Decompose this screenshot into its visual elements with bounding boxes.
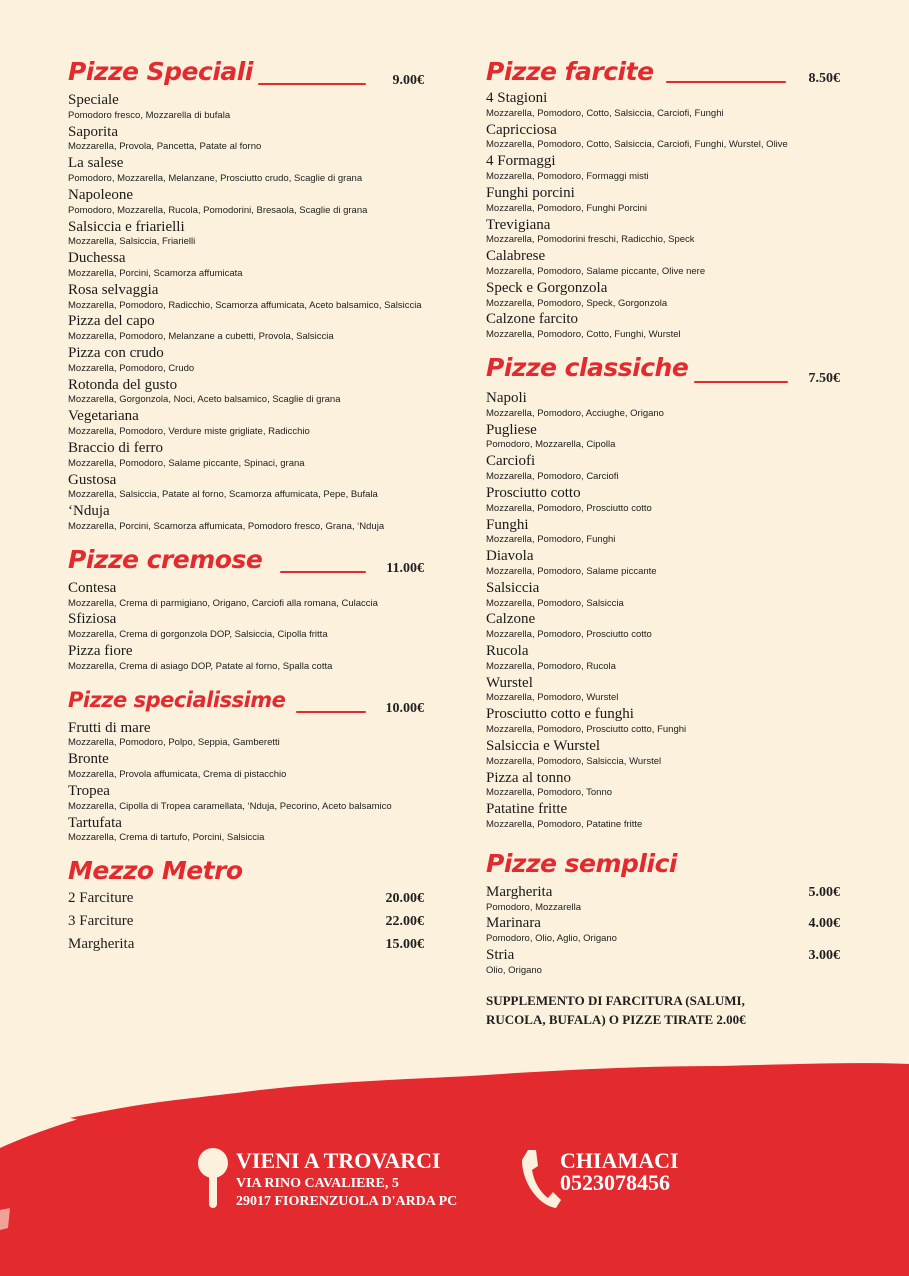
item-name-row <box>486 739 840 755</box>
section-header <box>486 55 840 91</box>
item-name-row <box>68 644 424 660</box>
call-title: CHIAMACI <box>560 1148 679 1173</box>
item-description: Mozzarella, Pomodoro, Salsiccia, Wurstel <box>486 755 662 767</box>
item-description: Mozzarella, Pomodoro, Rucola <box>486 660 616 672</box>
menu-item <box>68 612 424 641</box>
menu-item <box>486 391 840 420</box>
section-title: Pizze cremose <box>68 544 263 574</box>
item-name: Pugliese <box>486 421 537 438</box>
menu-item <box>486 771 840 800</box>
menu-item <box>486 91 840 120</box>
menu-item <box>486 676 840 705</box>
pin-icon-wrap <box>196 1148 230 1215</box>
item-description: Mozzarella, Pomodoro, Salsiccia <box>486 597 624 609</box>
item-list <box>68 93 424 533</box>
item-name-row <box>68 504 424 520</box>
item-name: Prosciutto cotto <box>486 484 581 501</box>
item-name-row <box>68 612 424 628</box>
menu-item <box>68 409 424 438</box>
section-price: 10.00€ <box>385 700 424 716</box>
item-name: 2 Farciture <box>68 890 134 907</box>
item-name-row <box>486 312 840 328</box>
section-pizze-speciali <box>68 55 424 533</box>
item-name-row <box>68 752 424 768</box>
item-name: Salsiccia e friarielli <box>68 218 185 235</box>
item-list <box>68 721 424 845</box>
menu-item <box>486 186 840 215</box>
item-description: Pomodoro, Mozzarella, Rucola, Pomodorini, Bresaola, Scaglie di grana <box>68 204 368 216</box>
item-name-row <box>486 612 840 628</box>
item-name: Napoleone <box>68 186 133 203</box>
item-name: Speciale <box>68 92 119 108</box>
item-name: Gustosa <box>68 471 117 488</box>
item-name: Salsiccia <box>486 579 540 596</box>
phone-icon-wrap[interactable] <box>518 1146 562 1215</box>
item-name: Braccio di ferro <box>68 439 163 456</box>
item-name-row <box>68 816 424 832</box>
supplement-note: SUPPLEMENTO DI FARCITURA (SALUMI, RUCOLA, BUFALA) O PIZZE TIRATE 2.00€ <box>486 992 746 1028</box>
menu-item <box>486 281 840 310</box>
item-name: 4 Stagioni <box>486 90 548 106</box>
section-pizze-farcite <box>486 55 840 341</box>
section-title: Mezzo Metro <box>68 856 243 886</box>
item-name-row <box>486 486 840 502</box>
menu-item <box>68 644 424 673</box>
item-description: Mozzarella, Pomodoro, Radicchio, Scamorza affumicata, Aceto balsamico, Salsiccia <box>68 299 422 311</box>
item-name-row <box>68 346 424 362</box>
section-header <box>486 351 840 391</box>
item-list <box>68 581 424 673</box>
item-name: Duchessa <box>68 250 126 267</box>
item-description: Mozzarella, Pomodoro, Funghi <box>486 534 616 546</box>
menu-item <box>486 423 840 452</box>
item-name: Frutti di mare <box>68 719 151 736</box>
menu-item <box>486 454 840 483</box>
item-price: 4.00€ <box>808 916 840 932</box>
call-block <box>560 1150 679 1194</box>
section-title: Pizze Speciali <box>68 57 253 86</box>
decorative-underline <box>280 571 366 573</box>
menu-item <box>486 486 840 515</box>
item-name: Funghi <box>486 516 529 533</box>
item-description: Mozzarella, Pomodoro, Salame piccante, Olive nere <box>486 265 706 277</box>
item-name-row <box>486 281 840 297</box>
item-name: Patatine fritte <box>486 801 568 818</box>
item-name: Salsiccia e Wurstel <box>486 737 601 754</box>
item-description: Mozzarella, Pomodoro, Cotto, Salsiccia, Carciofi, Funghi <box>486 107 724 119</box>
item-description: Mozzarella, Salsiccia, Friarielli <box>68 236 196 248</box>
item-description: Mozzarella, Pomodoro, Wurstel <box>486 692 619 704</box>
item-price: 3.00€ <box>808 948 840 963</box>
menu-item <box>68 816 424 845</box>
menu-item <box>486 123 840 152</box>
section-header <box>486 847 840 885</box>
item-price: 5.00€ <box>808 884 840 900</box>
section-title: Pizze farcite <box>486 57 654 86</box>
item-name: Sfiziosa <box>68 611 117 628</box>
item-name: Trevigiana <box>486 216 551 233</box>
item-description: Mozzarella, Pomodoro, Speck, Gorgonzola <box>486 297 668 309</box>
section-header <box>68 683 424 721</box>
item-name-row <box>486 391 840 407</box>
item-name: Rotonda del gusto <box>68 376 178 393</box>
map-pin-icon <box>196 1148 230 1210</box>
item-name-row <box>486 123 840 139</box>
menu-item <box>486 154 840 183</box>
item-name: Contesa <box>68 579 117 596</box>
list-item <box>68 936 424 953</box>
item-description: Mozzarella, Pomodoro, Patatine fritte <box>486 818 643 830</box>
item-description: Mozzarella, Pomodoro, Salame piccante <box>486 565 657 577</box>
item-name: La salese <box>68 155 124 172</box>
item-name-row <box>486 518 840 534</box>
item-description: Mozzarella, Cipolla di Tropea caramellata, ‘Nduja, Pecorino, Aceto balsamico <box>68 800 392 812</box>
item-name-row <box>68 784 424 800</box>
item-description: Olio, Origano <box>486 964 542 976</box>
item-name: 3 Farciture <box>68 913 134 930</box>
item-name: Rucola <box>486 643 529 659</box>
item-price: 22.00€ <box>385 914 424 930</box>
left-column <box>68 55 424 963</box>
item-description: Mozzarella, Pomodoro, Crudo <box>68 362 195 374</box>
menu-item <box>68 581 424 610</box>
item-description: Mozzarella, Pomodoro, Salame piccante, Spinaci, grana <box>68 457 305 469</box>
visit-title: VIENI A TROVARCI <box>236 1148 441 1173</box>
item-description: Mozzarella, Salsiccia, Patate al forno, Scamorza affumicata, Pepe, Bufala <box>68 489 378 501</box>
item-name-row <box>486 707 840 723</box>
menu-item <box>486 549 840 578</box>
item-description: Mozzarella, Crema di asiago DOP, Patate al forno, Spalla cotta <box>68 660 333 672</box>
item-name: Tartufata <box>68 814 122 831</box>
item-name-row <box>486 186 840 202</box>
item-name-row <box>486 885 840 901</box>
item-name-row <box>68 93 424 109</box>
address-line-2: 29017 FIORENZUOLA D'ARDA PC <box>236 1194 458 1210</box>
item-name: Margherita <box>68 936 135 953</box>
section-pizze-specialissime <box>68 683 424 845</box>
item-name: Tropea <box>68 782 110 799</box>
item-description: Mozzarella, Provola affumicata, Crema di pistacchio <box>68 769 287 780</box>
mezzo-metro-list <box>68 890 424 953</box>
menu-item <box>68 784 424 813</box>
section-title: Pizze semplici <box>486 848 677 878</box>
item-description: Mozzarella, Provola, Pancetta, Patate al forno <box>68 141 262 153</box>
item-description: Mozzarella, Pomodoro, Cotto, Salsiccia, Carciofi, Funghi, Wurstel, Olive <box>486 139 788 151</box>
item-name-row <box>68 441 424 457</box>
item-name-row <box>486 549 840 565</box>
item-name-row <box>486 91 840 107</box>
item-list <box>486 91 840 341</box>
item-name: Carciofi <box>486 453 536 470</box>
menu-item <box>486 249 840 278</box>
menu-item <box>486 948 840 977</box>
phone-number[interactable]: 0523078456 <box>560 1170 670 1195</box>
item-name: Stria <box>486 947 515 963</box>
item-name-row <box>68 409 424 425</box>
item-name-row <box>486 154 840 170</box>
list-item <box>68 913 424 930</box>
item-list <box>486 885 840 977</box>
item-description: Mozzarella, Pomodoro, Prosciutto cotto <box>486 629 652 641</box>
item-name: Capricciosa <box>486 121 557 138</box>
item-name: Pizza del capo <box>68 313 155 330</box>
menu-item <box>486 885 840 914</box>
item-description: Mozzarella, Pomodoro, Prosciutto cotto <box>486 502 652 514</box>
item-name-row <box>486 581 840 597</box>
item-name: Calzone farcito <box>486 311 579 328</box>
item-name: Marinara <box>486 915 541 932</box>
menu-item <box>68 188 424 217</box>
menu-item <box>486 612 840 641</box>
item-name: Pizza con crudo <box>68 345 164 361</box>
item-name-row <box>486 948 840 964</box>
item-price: 15.00€ <box>385 937 424 953</box>
item-name: Bronte <box>68 751 109 768</box>
menu-item <box>68 441 424 470</box>
item-description: Mozzarella, Porcini, Scamorza affumicata, Pomodoro fresco, Grana, ‘Nduja <box>68 520 385 532</box>
menu-item <box>68 473 424 502</box>
item-name: Pizza al tonno <box>486 769 571 786</box>
menu-item <box>486 581 840 610</box>
item-description: Mozzarella, Pomodorini freschi, Radicchio, Speck <box>486 234 695 246</box>
item-name: Napoli <box>486 390 527 406</box>
section-price: 9.00€ <box>392 73 424 88</box>
item-description: Mozzarella, Pomodoro, Verdure miste grigliate, Radicchio <box>68 426 310 437</box>
item-name-row <box>486 454 840 470</box>
address-line-1: VIA RINO CAVALIERE, 5 <box>236 1176 399 1191</box>
item-name-row <box>68 581 424 597</box>
section-title: Pizze specialissime <box>68 687 286 712</box>
item-name-row <box>68 283 424 299</box>
menu-item <box>68 220 424 249</box>
menu-item <box>486 518 840 547</box>
item-name-row <box>68 378 424 394</box>
item-name: Calabrese <box>486 248 546 265</box>
menu-item <box>486 312 840 341</box>
item-name: Vegetariana <box>68 408 139 425</box>
section-title: Pizze classiche <box>486 353 689 382</box>
section-pizze-cremose <box>68 543 424 673</box>
item-name: Margherita <box>486 883 553 900</box>
decorative-underline <box>296 711 366 713</box>
menu-item <box>486 644 840 673</box>
menu-item <box>68 504 424 533</box>
item-name-row <box>68 251 424 267</box>
item-name: Pizza fiore <box>68 643 133 659</box>
item-name: Rosa selvaggia <box>68 281 159 298</box>
decorative-underline <box>666 81 786 83</box>
section-header <box>68 854 424 890</box>
menu-item <box>68 283 424 312</box>
item-name-row <box>68 314 424 330</box>
item-description: Mozzarella, Pomodoro, Funghi Porcini <box>486 202 648 214</box>
item-name-row <box>486 249 840 265</box>
item-name: Speck e Gorgonzola <box>486 279 608 296</box>
list-item <box>68 890 424 907</box>
menu-item <box>486 802 840 831</box>
item-name-row <box>68 125 424 141</box>
item-description: Mozzarella, Crema di tartufo, Porcini, Salsiccia <box>68 832 265 844</box>
item-name: Funghi porcini <box>486 184 575 201</box>
menu-item <box>486 707 840 736</box>
item-description: Pomodoro, Olio, Aglio, Origano <box>486 933 617 945</box>
item-list <box>486 391 840 831</box>
item-name-row <box>486 644 840 660</box>
item-description: Mozzarella, Gorgonzola, Noci, Aceto balsamico, Scaglie di grana <box>68 394 341 406</box>
section-header <box>68 55 424 93</box>
section-price: 8.50€ <box>808 71 840 86</box>
item-name: Saporita <box>68 123 118 140</box>
item-name: 4 Formaggi <box>486 153 556 170</box>
menu-item <box>68 752 424 781</box>
item-price: 20.00€ <box>385 891 424 907</box>
footer <box>0 1060 909 1276</box>
item-name-row <box>68 220 424 236</box>
section-pizze-classiche <box>486 351 840 831</box>
item-description: Pomodoro, Mozzarella <box>486 901 582 913</box>
item-description: Mozzarella, Crema di gorgonzola DOP, Salsiccia, Cipolla fritta <box>68 629 328 641</box>
menu-item <box>486 916 840 945</box>
decorative-underline <box>694 381 788 383</box>
menu-item <box>68 378 424 407</box>
item-description: Pomodoro fresco, Mozzarella di bufala <box>68 109 231 121</box>
item-description: Pomodoro, Mozzarella, Melanzane, Prosciutto crudo, Scaglie di grana <box>68 173 363 184</box>
item-description: Pomodoro, Mozzarella, Cipolla <box>486 439 616 451</box>
item-name-row <box>68 156 424 172</box>
section-price: 11.00€ <box>386 560 424 576</box>
item-description: Mozzarella, Pomodoro, Acciughe, Origano <box>486 407 664 419</box>
menu-item <box>486 739 840 768</box>
section-mezzo-metro <box>68 854 424 953</box>
item-description: Mozzarella, Pomodoro, Prosciutto cotto, Funghi <box>486 724 687 735</box>
item-name-row <box>486 916 840 932</box>
menu-item <box>68 314 424 343</box>
menu-item <box>486 218 840 247</box>
item-description: Mozzarella, Pomodoro, Polpo, Seppia, Gamberetti <box>68 737 280 749</box>
menu-item <box>68 125 424 154</box>
item-name: Wurstel <box>486 674 533 691</box>
item-name-row <box>486 676 840 692</box>
item-description: Mozzarella, Pomodoro, Cotto, Funghi, Wurstel <box>486 329 681 341</box>
item-name: ‘Nduja <box>68 503 110 520</box>
item-name-row <box>68 473 424 489</box>
item-description: Mozzarella, Porcini, Scamorza affumicata <box>68 267 243 279</box>
item-name-row <box>68 188 424 204</box>
decorative-underline <box>258 83 366 85</box>
menu-item <box>68 93 424 122</box>
item-name-row <box>486 771 840 787</box>
section-price: 7.50€ <box>808 371 840 386</box>
item-description: Mozzarella, Pomodoro, Tonno <box>486 787 613 799</box>
menu-item <box>68 346 424 375</box>
menu-item <box>68 156 424 185</box>
section-pizze-semplici <box>486 847 840 977</box>
item-description: Mozzarella, Pomodoro, Formaggi misti <box>486 171 649 182</box>
item-name-row <box>486 423 840 439</box>
right-column <box>486 55 840 1030</box>
menu-item <box>68 251 424 280</box>
item-name-row <box>486 802 840 818</box>
item-description: Mozzarella, Pomodoro, Carciofi <box>486 471 619 482</box>
item-name: Diavola <box>486 548 534 565</box>
item-name-row <box>68 721 424 737</box>
section-header <box>68 543 424 581</box>
item-name: Calzone <box>486 611 536 628</box>
item-name-row <box>486 218 840 234</box>
item-description: Mozzarella, Crema di parmigiano, Origano, Carciofi alla romana, Culaccia <box>68 597 378 609</box>
phone-icon <box>518 1146 562 1210</box>
visit-block <box>236 1150 457 1211</box>
item-description: Mozzarella, Pomodoro, Melanzane a cubetti, Provola, Salsiccia <box>68 331 334 343</box>
menu-item <box>68 721 424 750</box>
item-name: Prosciutto cotto e funghi <box>486 706 634 723</box>
